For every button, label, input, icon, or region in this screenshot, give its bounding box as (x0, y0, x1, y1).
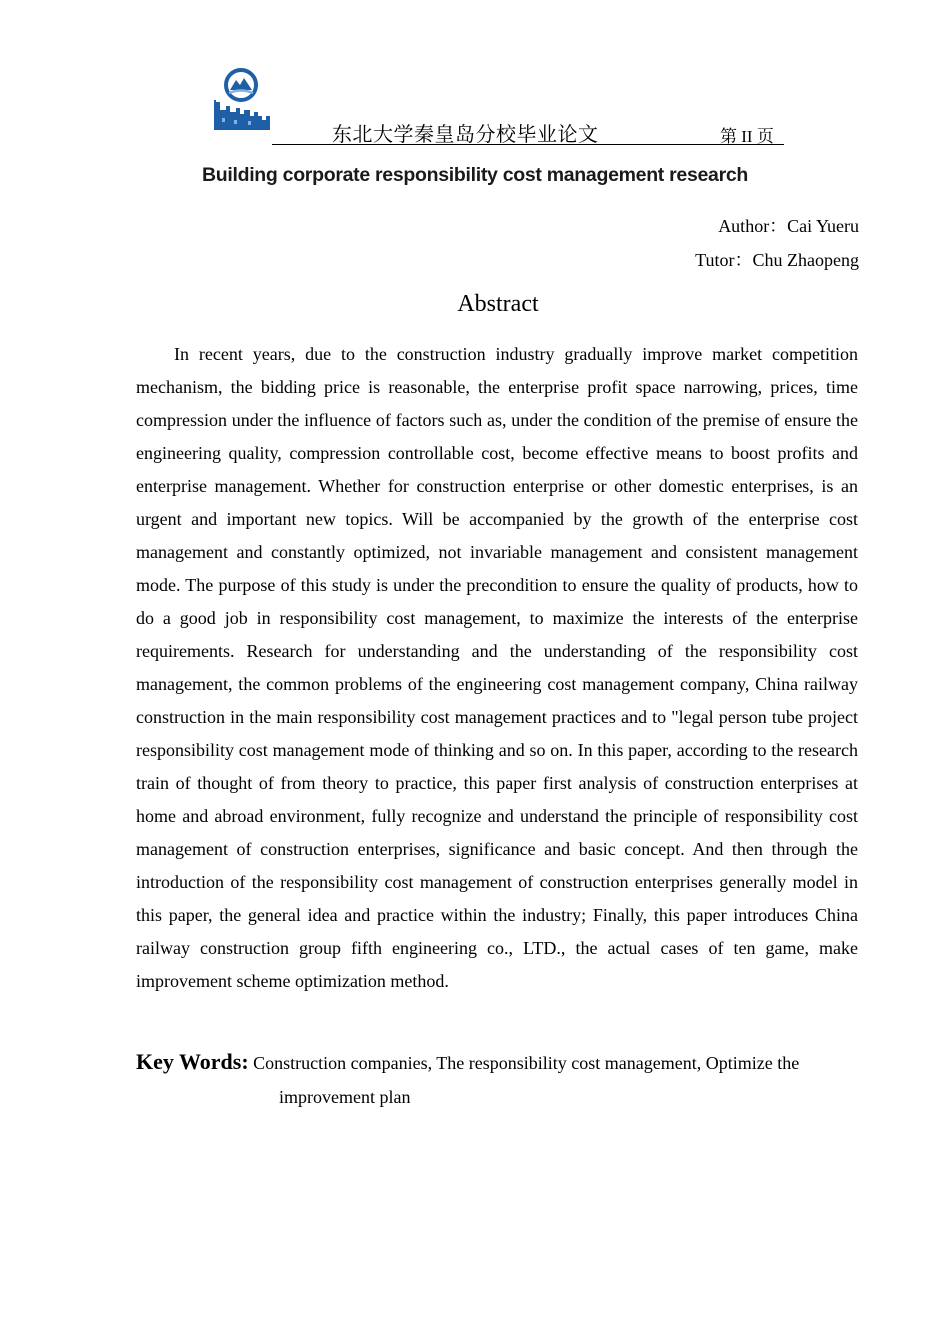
keywords-section (136, 1045, 858, 1114)
keywords-line-1 (136, 1045, 858, 1080)
author-line: Author：Cai Yueru (718, 216, 859, 236)
keywords-text: Construction companies, The responsibility cost management, Optimize the (253, 1053, 800, 1073)
abstract-paragraph: In recent years, due to the construction industry gradually improve market competition mechanism, the bidding price is reasonable, the enterprise profit space narrowing, prices, time compression under the influence of factors such as, under the condition of the premise of ensure the engineering quality, compression controllable cost, become effective means to boost profits and enterprise management. Whether for construction enterprise or other domestic enterprises, is an urgent and important new topics. Will be accompanied by the growth of the enterprise cost management and constantly optimized, not invariable management and consistent management mode. The purpose of this study is under the precondition to ensure the quality of products, how to do a good job in responsibility cost management, to maximize the interests of the enterprise requirements. Research for understanding and the understanding of the responsibility cost management, the common problems of the engineering cost management company, China railway construction in the main responsibility cost management practices and to "legal person tube project responsibility cost management mode of thinking and so on. In this paper, according to the research train of thought of from theory to practice, this paper first analysis of construction enterprises at home and abroad environment, fully recognize and understand the principle of responsibility cost management of construction enterprises, significance and basic concept. And then through the introduction of the responsibility cost management of construction enterprises generally model in this paper, the general idea and practice within the industry; Finally, this paper introduces China railway construction group fifth engineering co., LTD., the actual cases of ten game, make improvement scheme optimization method. (136, 344, 858, 991)
abstract-heading: Abstract (457, 291, 539, 317)
keywords-line-2: improvement plan (279, 1087, 411, 1107)
university-great-wall-logo-icon (212, 66, 272, 132)
page-number: 第 II 页 (720, 127, 774, 146)
keywords-label: Key Words: (136, 1049, 249, 1074)
tutor-line: Tutor：Chu Zhaopeng (695, 250, 859, 270)
document-title: Building corporate responsibility cost management research (201, 164, 749, 186)
university-thesis-header: 东北大学秦皇岛分校毕业论文 (332, 122, 599, 146)
